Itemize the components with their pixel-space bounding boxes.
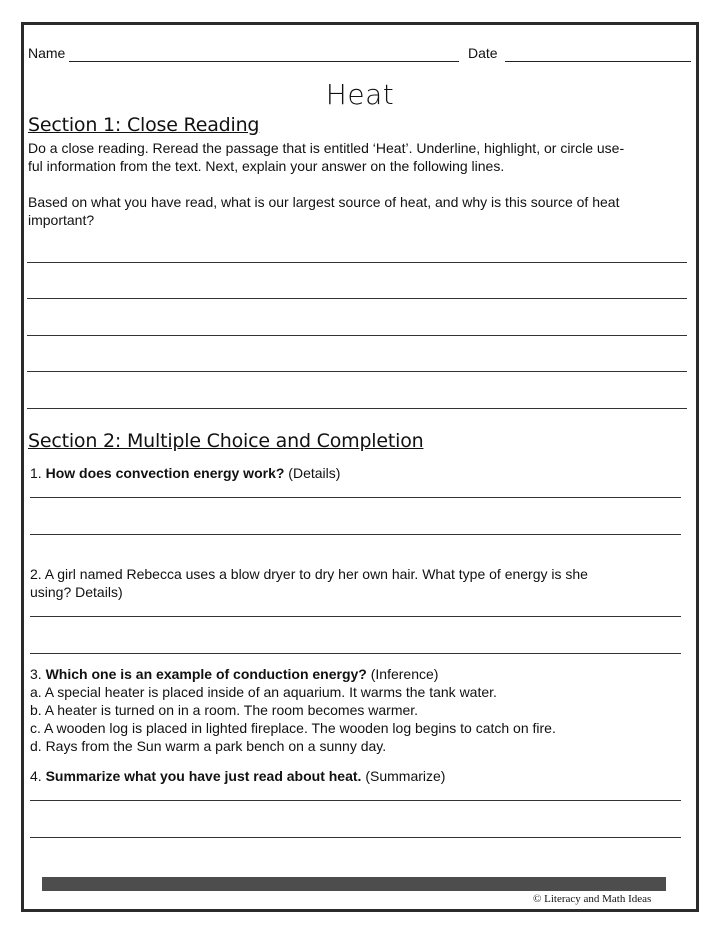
answer-line-q4-2[interactable] bbox=[30, 837, 681, 838]
answer-line-q4-1[interactable] bbox=[30, 800, 681, 801]
name-blank-line[interactable] bbox=[69, 61, 459, 62]
answer-line-s1-2[interactable] bbox=[27, 298, 687, 299]
answer-line-q1-2[interactable] bbox=[30, 534, 681, 535]
instructions-line-1: Do a close reading. Reread the passage that is entitled ‘Heat’. Underline, highlight, or circle use- bbox=[28, 140, 625, 156]
question-line-2: important? bbox=[28, 212, 95, 228]
answer-line-s1-1[interactable] bbox=[27, 262, 687, 263]
answer-line-q2-2[interactable] bbox=[30, 653, 681, 654]
q1-prompt: How does convection energy work? bbox=[45, 465, 285, 481]
q3-prompt: Which one is an example of conduction energy? bbox=[45, 666, 367, 682]
q3-choice-b[interactable]: b. A heater is turned on in a room. The room becomes warmer. bbox=[30, 702, 419, 718]
q1-number: 1. bbox=[30, 465, 42, 481]
q3-choice-d[interactable]: d. Rays from the Sun warm a park bench on a sunny day. bbox=[30, 738, 387, 754]
q3-tag: (Inference) bbox=[370, 666, 439, 682]
section1-heading: Section 1: Close Reading bbox=[28, 114, 260, 136]
q3-number: 3. bbox=[30, 666, 42, 682]
copyright-text: © Literacy and Math Ideas bbox=[533, 893, 652, 905]
instructions-line-2: ful information from the text. Next, explain your answer on the following lines. bbox=[28, 158, 505, 174]
q2-line-2: using? Details) bbox=[30, 584, 123, 600]
q4-tag: (Summarize) bbox=[365, 768, 446, 784]
page-title: Heat bbox=[325, 78, 395, 111]
q3-choice-c[interactable]: c. A wooden log is placed in lighted fireplace. The wooden log begins to catch on fire. bbox=[30, 720, 556, 736]
q3-prompt-row bbox=[30, 665, 692, 683]
answer-line-s1-5[interactable] bbox=[27, 408, 687, 409]
q4-prompt: Summarize what you have just read about heat. bbox=[45, 768, 362, 784]
name-label: Name bbox=[28, 45, 66, 61]
q1-tag: (Details) bbox=[288, 465, 341, 481]
footer-bar bbox=[42, 877, 666, 891]
question-1 bbox=[30, 464, 692, 482]
question-line-1: Based on what you have read, what is our largest source of heat, and why is this source of heat bbox=[28, 194, 620, 210]
q3-choice-a[interactable]: a. A special heater is placed inside of an aquarium. It warms the tank water. bbox=[30, 684, 497, 700]
question-2 bbox=[30, 565, 692, 601]
answer-line-s1-3[interactable] bbox=[27, 335, 687, 336]
section1-question bbox=[28, 193, 690, 229]
answer-line-q2-1[interactable] bbox=[30, 616, 681, 617]
section1-instructions bbox=[28, 139, 690, 175]
question-3 bbox=[30, 665, 692, 755]
q2-line-1: 2. A girl named Rebecca uses a blow dryer to dry her own hair. What type of energy is she bbox=[30, 566, 588, 582]
answer-line-s1-4[interactable] bbox=[27, 371, 687, 372]
date-label: Date bbox=[468, 45, 498, 61]
date-blank-line[interactable] bbox=[505, 61, 691, 62]
question-4 bbox=[30, 767, 692, 785]
q4-number: 4. bbox=[30, 768, 42, 784]
section2-heading: Section 2: Multiple Choice and Completion bbox=[28, 430, 424, 452]
answer-line-q1-1[interactable] bbox=[30, 497, 681, 498]
